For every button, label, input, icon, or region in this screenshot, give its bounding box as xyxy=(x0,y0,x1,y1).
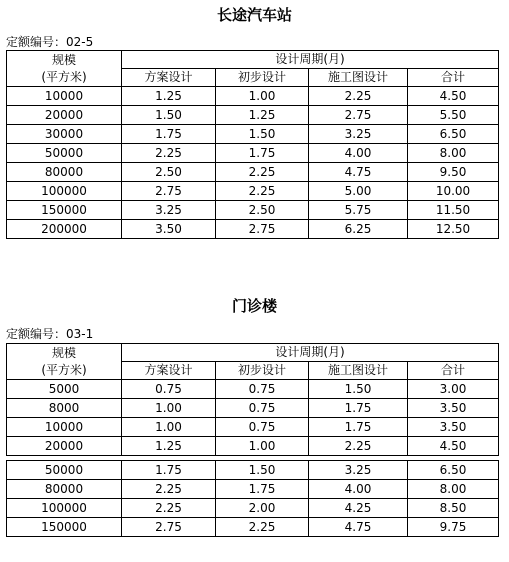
cell: 2.50 xyxy=(216,201,309,220)
cell: 80000 xyxy=(7,480,122,499)
cell: 9.50 xyxy=(408,163,499,182)
cell: 3.25 xyxy=(309,461,408,480)
cell: 3.00 xyxy=(408,380,499,399)
cell: 8.50 xyxy=(408,499,499,518)
table-row xyxy=(7,518,499,537)
scale-header xyxy=(7,344,122,380)
cell: 2.75 xyxy=(122,182,216,201)
scale-header-line1: 规模 xyxy=(51,345,76,360)
cell: 4.50 xyxy=(408,87,499,106)
col-header: 施工图设计 xyxy=(309,362,408,380)
cell: 3.50 xyxy=(408,399,499,418)
table-row xyxy=(7,499,499,518)
cell: 2.25 xyxy=(122,480,216,499)
cell: 2.25 xyxy=(309,87,408,106)
quota-code: 定额编号：02-5 xyxy=(6,35,94,49)
table-row xyxy=(7,399,499,418)
cell: 1.75 xyxy=(216,144,309,163)
cell: 3.50 xyxy=(408,418,499,437)
cell: 4.75 xyxy=(309,518,408,537)
cell: 12.50 xyxy=(408,220,499,239)
cell: 4.50 xyxy=(408,437,499,456)
cell: 2.25 xyxy=(309,437,408,456)
cell: 2.25 xyxy=(216,518,309,537)
cell: 200000 xyxy=(7,220,122,239)
table-row xyxy=(7,418,499,437)
cell: 1.50 xyxy=(309,380,408,399)
cell: 9.75 xyxy=(408,518,499,537)
cell: 80000 xyxy=(7,163,122,182)
cell: 1.75 xyxy=(309,399,408,418)
cell: 1.00 xyxy=(122,418,216,437)
col-header: 方案设计 xyxy=(122,69,216,87)
cell: 0.75 xyxy=(216,399,309,418)
cell: 10000 xyxy=(7,418,122,437)
cell: 3.25 xyxy=(122,201,216,220)
quota-code: 定额编号：03-1 xyxy=(6,327,94,341)
cell: 5.00 xyxy=(309,182,408,201)
cell: 4.00 xyxy=(309,144,408,163)
table-row xyxy=(7,87,499,106)
cell: 8.00 xyxy=(408,144,499,163)
scale-header xyxy=(7,51,122,87)
cell: 50000 xyxy=(7,144,122,163)
scale-header-line2: (平方米) xyxy=(41,69,87,84)
cell: 2.25 xyxy=(216,163,309,182)
cell: 4.75 xyxy=(309,163,408,182)
cell: 2.75 xyxy=(309,106,408,125)
cell: 1.00 xyxy=(122,399,216,418)
cell: 10000 xyxy=(7,87,122,106)
cell: 1.00 xyxy=(216,437,309,456)
period-header: 设计周期(月) xyxy=(122,344,499,362)
cell: 10.00 xyxy=(408,182,499,201)
cell: 1.50 xyxy=(216,125,309,144)
table-row xyxy=(7,106,499,125)
table-row xyxy=(7,480,499,499)
cell: 6.50 xyxy=(408,125,499,144)
cell: 50000 xyxy=(7,461,122,480)
col-header: 合计 xyxy=(408,69,499,87)
col-header: 初步设计 xyxy=(216,69,309,87)
design-period-table xyxy=(6,50,499,239)
cell: 1.50 xyxy=(122,106,216,125)
cell: 4.25 xyxy=(309,499,408,518)
cell: 0.75 xyxy=(216,418,309,437)
col-header: 施工图设计 xyxy=(309,69,408,87)
period-header: 设计周期(月) xyxy=(122,51,499,69)
section-title: 长途汽车站 xyxy=(216,6,292,24)
table-row xyxy=(7,380,499,399)
col-header: 方案设计 xyxy=(122,362,216,380)
col-header: 合计 xyxy=(408,362,499,380)
cell: 5000 xyxy=(7,380,122,399)
design-period-table xyxy=(6,343,499,537)
cell: 0.75 xyxy=(216,380,309,399)
table-row xyxy=(7,182,499,201)
cell: 2.50 xyxy=(122,163,216,182)
cell: 5.50 xyxy=(408,106,499,125)
table-row xyxy=(7,163,499,182)
cell: 30000 xyxy=(7,125,122,144)
cell: 8.00 xyxy=(408,480,499,499)
table-row xyxy=(7,461,499,480)
table-row xyxy=(7,437,499,456)
cell: 1.25 xyxy=(122,437,216,456)
table-row xyxy=(7,125,499,144)
cell: 3.25 xyxy=(309,125,408,144)
cell: 2.25 xyxy=(122,144,216,163)
table-row xyxy=(7,144,499,163)
cell: 2.75 xyxy=(216,220,309,239)
cell: 3.50 xyxy=(122,220,216,239)
cell: 150000 xyxy=(7,201,122,220)
cell: 11.50 xyxy=(408,201,499,220)
cell: 2.75 xyxy=(122,518,216,537)
cell: 2.25 xyxy=(122,499,216,518)
cell: 1.75 xyxy=(309,418,408,437)
table-row xyxy=(7,220,499,239)
cell: 1.25 xyxy=(122,87,216,106)
cell: 5.75 xyxy=(309,201,408,220)
scale-header-line2: (平方米) xyxy=(41,362,87,377)
scale-header-line1: 规模 xyxy=(51,52,76,67)
cell: 4.00 xyxy=(309,480,408,499)
cell: 6.25 xyxy=(309,220,408,239)
cell: 1.75 xyxy=(122,461,216,480)
cell: 100000 xyxy=(7,499,122,518)
cell: 8000 xyxy=(7,399,122,418)
section-title: 门诊楼 xyxy=(231,297,277,315)
cell: 1.75 xyxy=(122,125,216,144)
cell: 1.25 xyxy=(216,106,309,125)
cell: 2.25 xyxy=(216,182,309,201)
cell: 1.00 xyxy=(216,87,309,106)
cell: 20000 xyxy=(7,437,122,456)
table-row xyxy=(7,201,499,220)
col-header: 初步设计 xyxy=(216,362,309,380)
cell: 0.75 xyxy=(122,380,216,399)
cell: 2.00 xyxy=(216,499,309,518)
cell: 100000 xyxy=(7,182,122,201)
cell: 20000 xyxy=(7,106,122,125)
cell: 1.75 xyxy=(216,480,309,499)
cell: 1.50 xyxy=(216,461,309,480)
cell: 6.50 xyxy=(408,461,499,480)
cell: 150000 xyxy=(7,518,122,537)
